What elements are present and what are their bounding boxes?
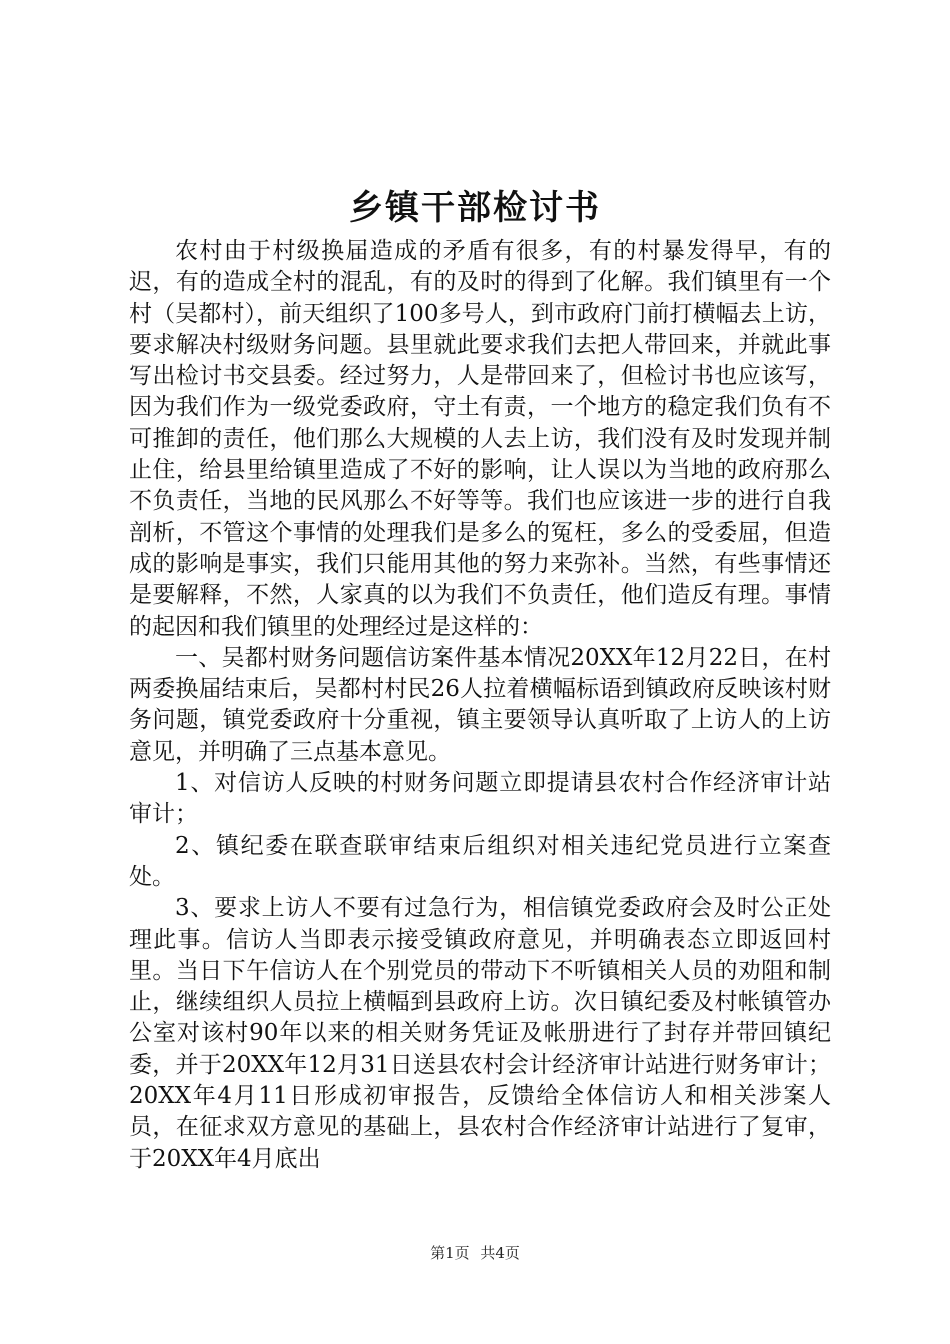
paragraph-intro: 农村由于村级换届造成的矛盾有很多，有的村暴发得早，有的迟，有的造成全村的混乱，有的及时的得到了化解。我们镇里有一个村（吴都村），前天组织了100多号人，到市政府门前打横幅去上访，要求解决村级财务问题。县里就此要求我们去把人带回来，并就此事写出检讨书交县委。经过努力，人是带回来了，但检讨书也应该写，因为我们作为一级党委政府，守土有责，一个地方的稳定我们负有不可推卸的责任，他们那么大规模的人去上访，我们没有及时发现并制止住，给县里给镇里造成了不好的影响，让人误以为当地的政府那么不负责任，当地的民风那么不好等等。我们也应该进一步的进行自我剖析，不管这个事情的处理我们是多么的冤枉，多么的受委屈，但造成的影响是事实，我们只能用其他的努力来弥补。当然，有些事情还是要解释，不然，人家真的以为我们不负责任，他们造反有理。事情的起因和我们镇里的处理经过是这样的： bbox=[129, 238, 831, 640]
document-title: 乡镇干部检讨书 bbox=[349, 188, 601, 228]
document-body bbox=[129, 236, 831, 1175]
page-footer bbox=[0, 1243, 950, 1263]
paragraph-section-one: 一、吴都村财务问题信访案件基本情况20XX年12月22日，在村两委换届结束后，吴都村村民26人拉着横幅标语到镇政府反映该村财务问题，镇党委政府十分重视，镇主要领导认真听取了上访人的上访意见，并明确了三点基本意见。 bbox=[129, 644, 831, 765]
paragraph-item-1: 1、对信访人反映的村财务问题立即提请县农村合作经济审计站审计； bbox=[129, 770, 831, 828]
paragraph-item-2: 2、镇纪委在联查联审结束后组织对相关违纪党员进行立案查处。 bbox=[129, 832, 831, 890]
page-number: 第1页 bbox=[430, 1244, 470, 1262]
page-total: 共4页 bbox=[480, 1244, 520, 1262]
paragraph-item-3: 3、要求上访人不要有过急行为，相信镇党委政府会及时公正处理此事。信访人当即表示接受镇政府意见，并明确表态立即返回村里。当日下午信访人在个别党员的带动下不听镇相关人员的劝阻和制止，继续组织人员拉上横幅到县政府上访。次日镇纪委及村帐镇管办公室对该村90年以来的相关财务凭证及帐册进行了封存并带回镇纪委，并于20XX年12月31日送县农村会计经济审计站进行财务审计；20XX年4月11日形成初审报告，反馈给全体信访人和相关涉案人员，在征求双方意见的基础上，县农村合作经济审计站进行了复审，于20XX年4月底出 bbox=[129, 895, 831, 1172]
